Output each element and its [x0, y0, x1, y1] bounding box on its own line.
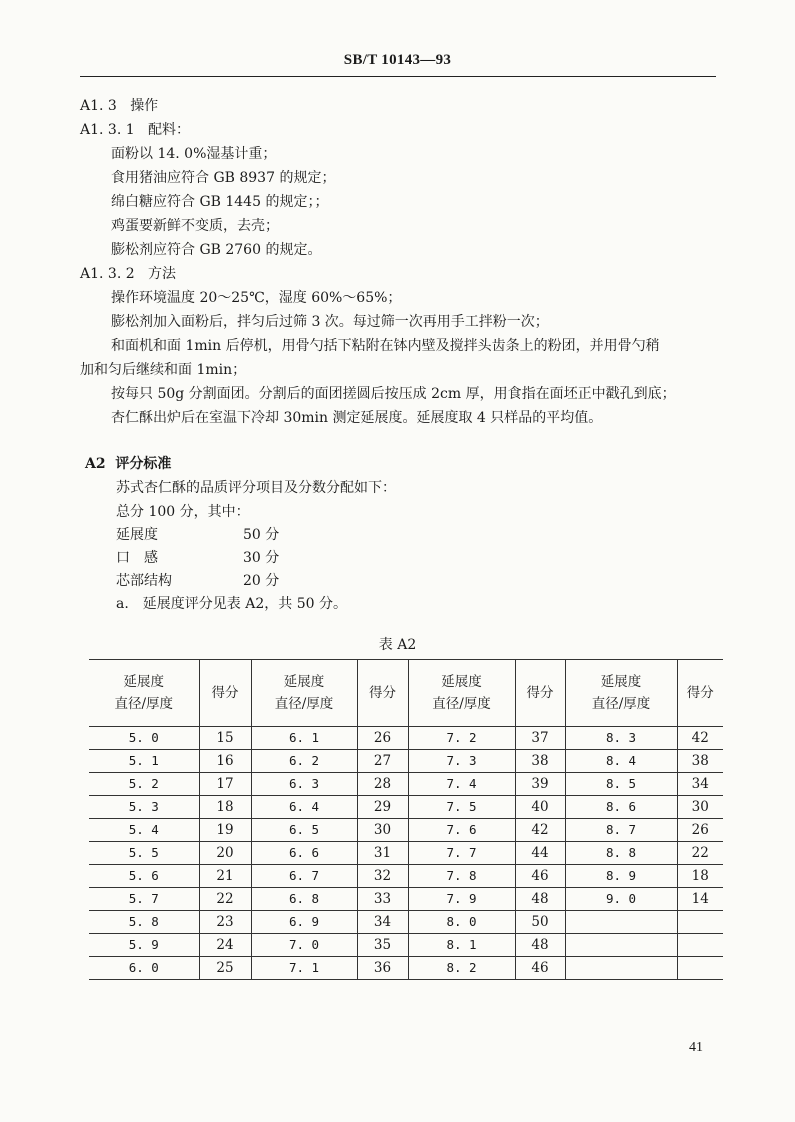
table-note: a. 延展度评分见表 A2，共 50 分。 [116, 596, 347, 612]
score-cell: 22 [199, 888, 251, 911]
column-header-score: 得分 [515, 660, 565, 727]
score-cell [677, 957, 723, 980]
section-a2-heading [85, 454, 171, 474]
score-cell: 38 [677, 750, 723, 773]
score-cell: 18 [677, 865, 723, 888]
table-row [89, 865, 723, 888]
score-cell: 44 [515, 842, 565, 865]
column-header-score: 得分 [677, 660, 723, 727]
section-a2-title: 评分标准 [115, 456, 172, 472]
score-item-value: 30 分 [243, 550, 280, 566]
ratio-cell: 5. 7 [89, 888, 199, 911]
method-line: 加和匀后继续和面 1min； [80, 362, 247, 378]
score-item-label: 芯部结构 [116, 573, 172, 589]
score-cell: 35 [357, 934, 408, 957]
ratio-cell: 6. 4 [251, 796, 357, 819]
score-cell: 26 [677, 819, 723, 842]
table-header-row [89, 660, 723, 727]
score-cell: 29 [357, 796, 408, 819]
score-cell: 17 [199, 773, 251, 796]
ratio-cell: 8. 6 [565, 796, 677, 819]
ratio-cell: 6. 6 [251, 842, 357, 865]
ratio-cell: 8. 3 [565, 727, 677, 750]
score-cell: 23 [199, 911, 251, 934]
ratio-cell: 7. 1 [251, 957, 357, 980]
ratio-cell: 8. 0 [408, 911, 515, 934]
ingredient-line: 绵白糖应符合 GB 1445 的规定；； [111, 194, 329, 210]
score-cell: 27 [357, 750, 408, 773]
table-row [89, 819, 723, 842]
table-row [89, 911, 723, 934]
score-cell: 39 [515, 773, 565, 796]
score-cell: 31 [357, 842, 408, 865]
ratio-cell: 7. 7 [408, 842, 515, 865]
score-item-value: 20 分 [243, 573, 280, 589]
score-item-value: 50 分 [243, 527, 280, 543]
ingredient-line: 食用猪油应符合 GB 8937 的规定； [111, 170, 336, 186]
ratio-cell: 8. 9 [565, 865, 677, 888]
score-cell: 22 [677, 842, 723, 865]
score-cell: 50 [515, 911, 565, 934]
score-cell: 32 [357, 865, 408, 888]
score-cell: 42 [515, 819, 565, 842]
ratio-cell [565, 934, 677, 957]
method-line: 杏仁酥出炉后在室温下冷却 30min 测定延展度。延展度取 4 只样品的平均值。 [111, 410, 603, 426]
score-cell: 21 [199, 865, 251, 888]
column-header-ratio: 延展度 直径/厚度 [408, 660, 515, 727]
score-table [89, 659, 723, 980]
score-cell: 30 [357, 819, 408, 842]
section-a131-title: 配料： [148, 122, 190, 138]
score-cell: 24 [199, 934, 251, 957]
ratio-cell: 5. 0 [89, 727, 199, 750]
ratio-cell: 8. 5 [565, 773, 677, 796]
ratio-cell: 5. 9 [89, 934, 199, 957]
section-a2-number: A2 [85, 456, 106, 472]
score-cell: 33 [357, 888, 408, 911]
ratio-cell: 5. 8 [89, 911, 199, 934]
ratio-cell: 6. 1 [251, 727, 357, 750]
score-cell: 42 [677, 727, 723, 750]
ratio-cell: 7. 4 [408, 773, 515, 796]
ratio-cell: 8. 4 [565, 750, 677, 773]
score-cell: 18 [199, 796, 251, 819]
score-item-label: 口 感 [116, 550, 158, 566]
ratio-cell [565, 957, 677, 980]
ratio-cell: 7. 9 [408, 888, 515, 911]
score-cell: 28 [357, 773, 408, 796]
ingredient-line: 膨松剂应符合 GB 2760 的规定。 [111, 242, 322, 258]
ratio-cell: 7. 2 [408, 727, 515, 750]
column-header-ratio: 延展度 直径/厚度 [89, 660, 199, 727]
score-cell: 30 [677, 796, 723, 819]
score-cell: 48 [515, 888, 565, 911]
section-a131-number: A1. 3. 1 [80, 122, 135, 138]
document-header: SB/T 10143—93 [343, 52, 452, 68]
table-row [89, 842, 723, 865]
score-cell: 25 [199, 957, 251, 980]
ratio-cell: 6. 0 [89, 957, 199, 980]
ratio-cell: 8. 8 [565, 842, 677, 865]
section-a132-heading [80, 264, 176, 284]
ratio-cell: 5. 1 [89, 750, 199, 773]
ingredient-line: 鸡蛋要新鲜不变质，去壳； [111, 218, 279, 234]
section-a13-title: 操作 [130, 98, 159, 114]
ratio-cell: 6. 5 [251, 819, 357, 842]
ratio-cell: 7. 3 [408, 750, 515, 773]
score-cell: 20 [199, 842, 251, 865]
score-item-label: 延展度 [116, 527, 158, 543]
total-score-line: 总分 100 分，其中： [116, 504, 250, 520]
score-cell: 38 [515, 750, 565, 773]
column-header-score: 得分 [357, 660, 408, 727]
ratio-cell: 7. 5 [408, 796, 515, 819]
ratio-cell: 5. 6 [89, 865, 199, 888]
score-cell: 36 [357, 957, 408, 980]
section-a132-title: 方法 [148, 266, 176, 282]
score-cell: 14 [677, 888, 723, 911]
ratio-cell: 7. 8 [408, 865, 515, 888]
column-header-score: 得分 [199, 660, 251, 727]
ratio-cell: 8. 7 [565, 819, 677, 842]
score-cell: 26 [357, 727, 408, 750]
score-cell: 37 [515, 727, 565, 750]
score-cell: 46 [515, 865, 565, 888]
score-cell: 19 [199, 819, 251, 842]
ratio-cell [565, 911, 677, 934]
ratio-cell: 6. 2 [251, 750, 357, 773]
ratio-cell: 8. 1 [408, 934, 515, 957]
ratio-cell: 6. 3 [251, 773, 357, 796]
score-cell: 16 [199, 750, 251, 773]
section-a2-intro: 苏式杏仁酥的品质评分项目及分数分配如下： [116, 480, 396, 496]
ratio-cell: 5. 2 [89, 773, 199, 796]
method-line: 膨松剂加入面粉后，拌匀后过筛 3 次。每过筛一次再用手工拌粉一次； [111, 314, 549, 330]
score-cell: 46 [515, 957, 565, 980]
ingredient-line: 面粉以 14. 0%湿基计重； [111, 146, 277, 162]
column-header-ratio: 延展度 直径/厚度 [565, 660, 677, 727]
section-a13-number: A1. 3 [80, 98, 117, 114]
ratio-cell: 5. 3 [89, 796, 199, 819]
table-row [89, 934, 723, 957]
method-line: 和面机和面 1min 后停机，用骨勺括下粘附在钵内壁及搅拌头齿条上的粉团，并用骨勺稍 [111, 338, 660, 354]
table-row [89, 888, 723, 911]
page-number: 41 [689, 1040, 703, 1055]
table-row [89, 957, 723, 980]
method-line: 按每只 50g 分割面团。分割后的面团搓圆后按压成 2cm 厚，用食指在面坯正中戳孔到底； [111, 386, 676, 402]
table-row [89, 750, 723, 773]
table-row [89, 727, 723, 750]
ratio-cell: 7. 6 [408, 819, 515, 842]
ratio-cell: 5. 5 [89, 842, 199, 865]
ratio-cell: 8. 2 [408, 957, 515, 980]
score-cell: 40 [515, 796, 565, 819]
table-caption: 表 A2 [378, 637, 417, 653]
score-cell: 15 [199, 727, 251, 750]
section-a132-number: A1. 3. 2 [80, 266, 135, 282]
method-line: 操作环境温度 20～25℃，湿度 60%～65%； [111, 290, 402, 306]
score-cell: 34 [357, 911, 408, 934]
section-a13-heading [80, 96, 158, 116]
table-row [89, 773, 723, 796]
header-rule [80, 76, 716, 77]
table-row [89, 796, 723, 819]
score-cell [677, 911, 723, 934]
section-a131-heading [80, 120, 190, 140]
score-cell [677, 934, 723, 957]
ratio-cell: 7. 0 [251, 934, 357, 957]
ratio-cell: 6. 8 [251, 888, 357, 911]
ratio-cell: 6. 9 [251, 911, 357, 934]
score-cell: 48 [515, 934, 565, 957]
column-header-ratio: 延展度 直径/厚度 [251, 660, 357, 727]
ratio-cell: 9. 0 [565, 888, 677, 911]
ratio-cell: 6. 7 [251, 865, 357, 888]
score-cell: 34 [677, 773, 723, 796]
ratio-cell: 5. 4 [89, 819, 199, 842]
